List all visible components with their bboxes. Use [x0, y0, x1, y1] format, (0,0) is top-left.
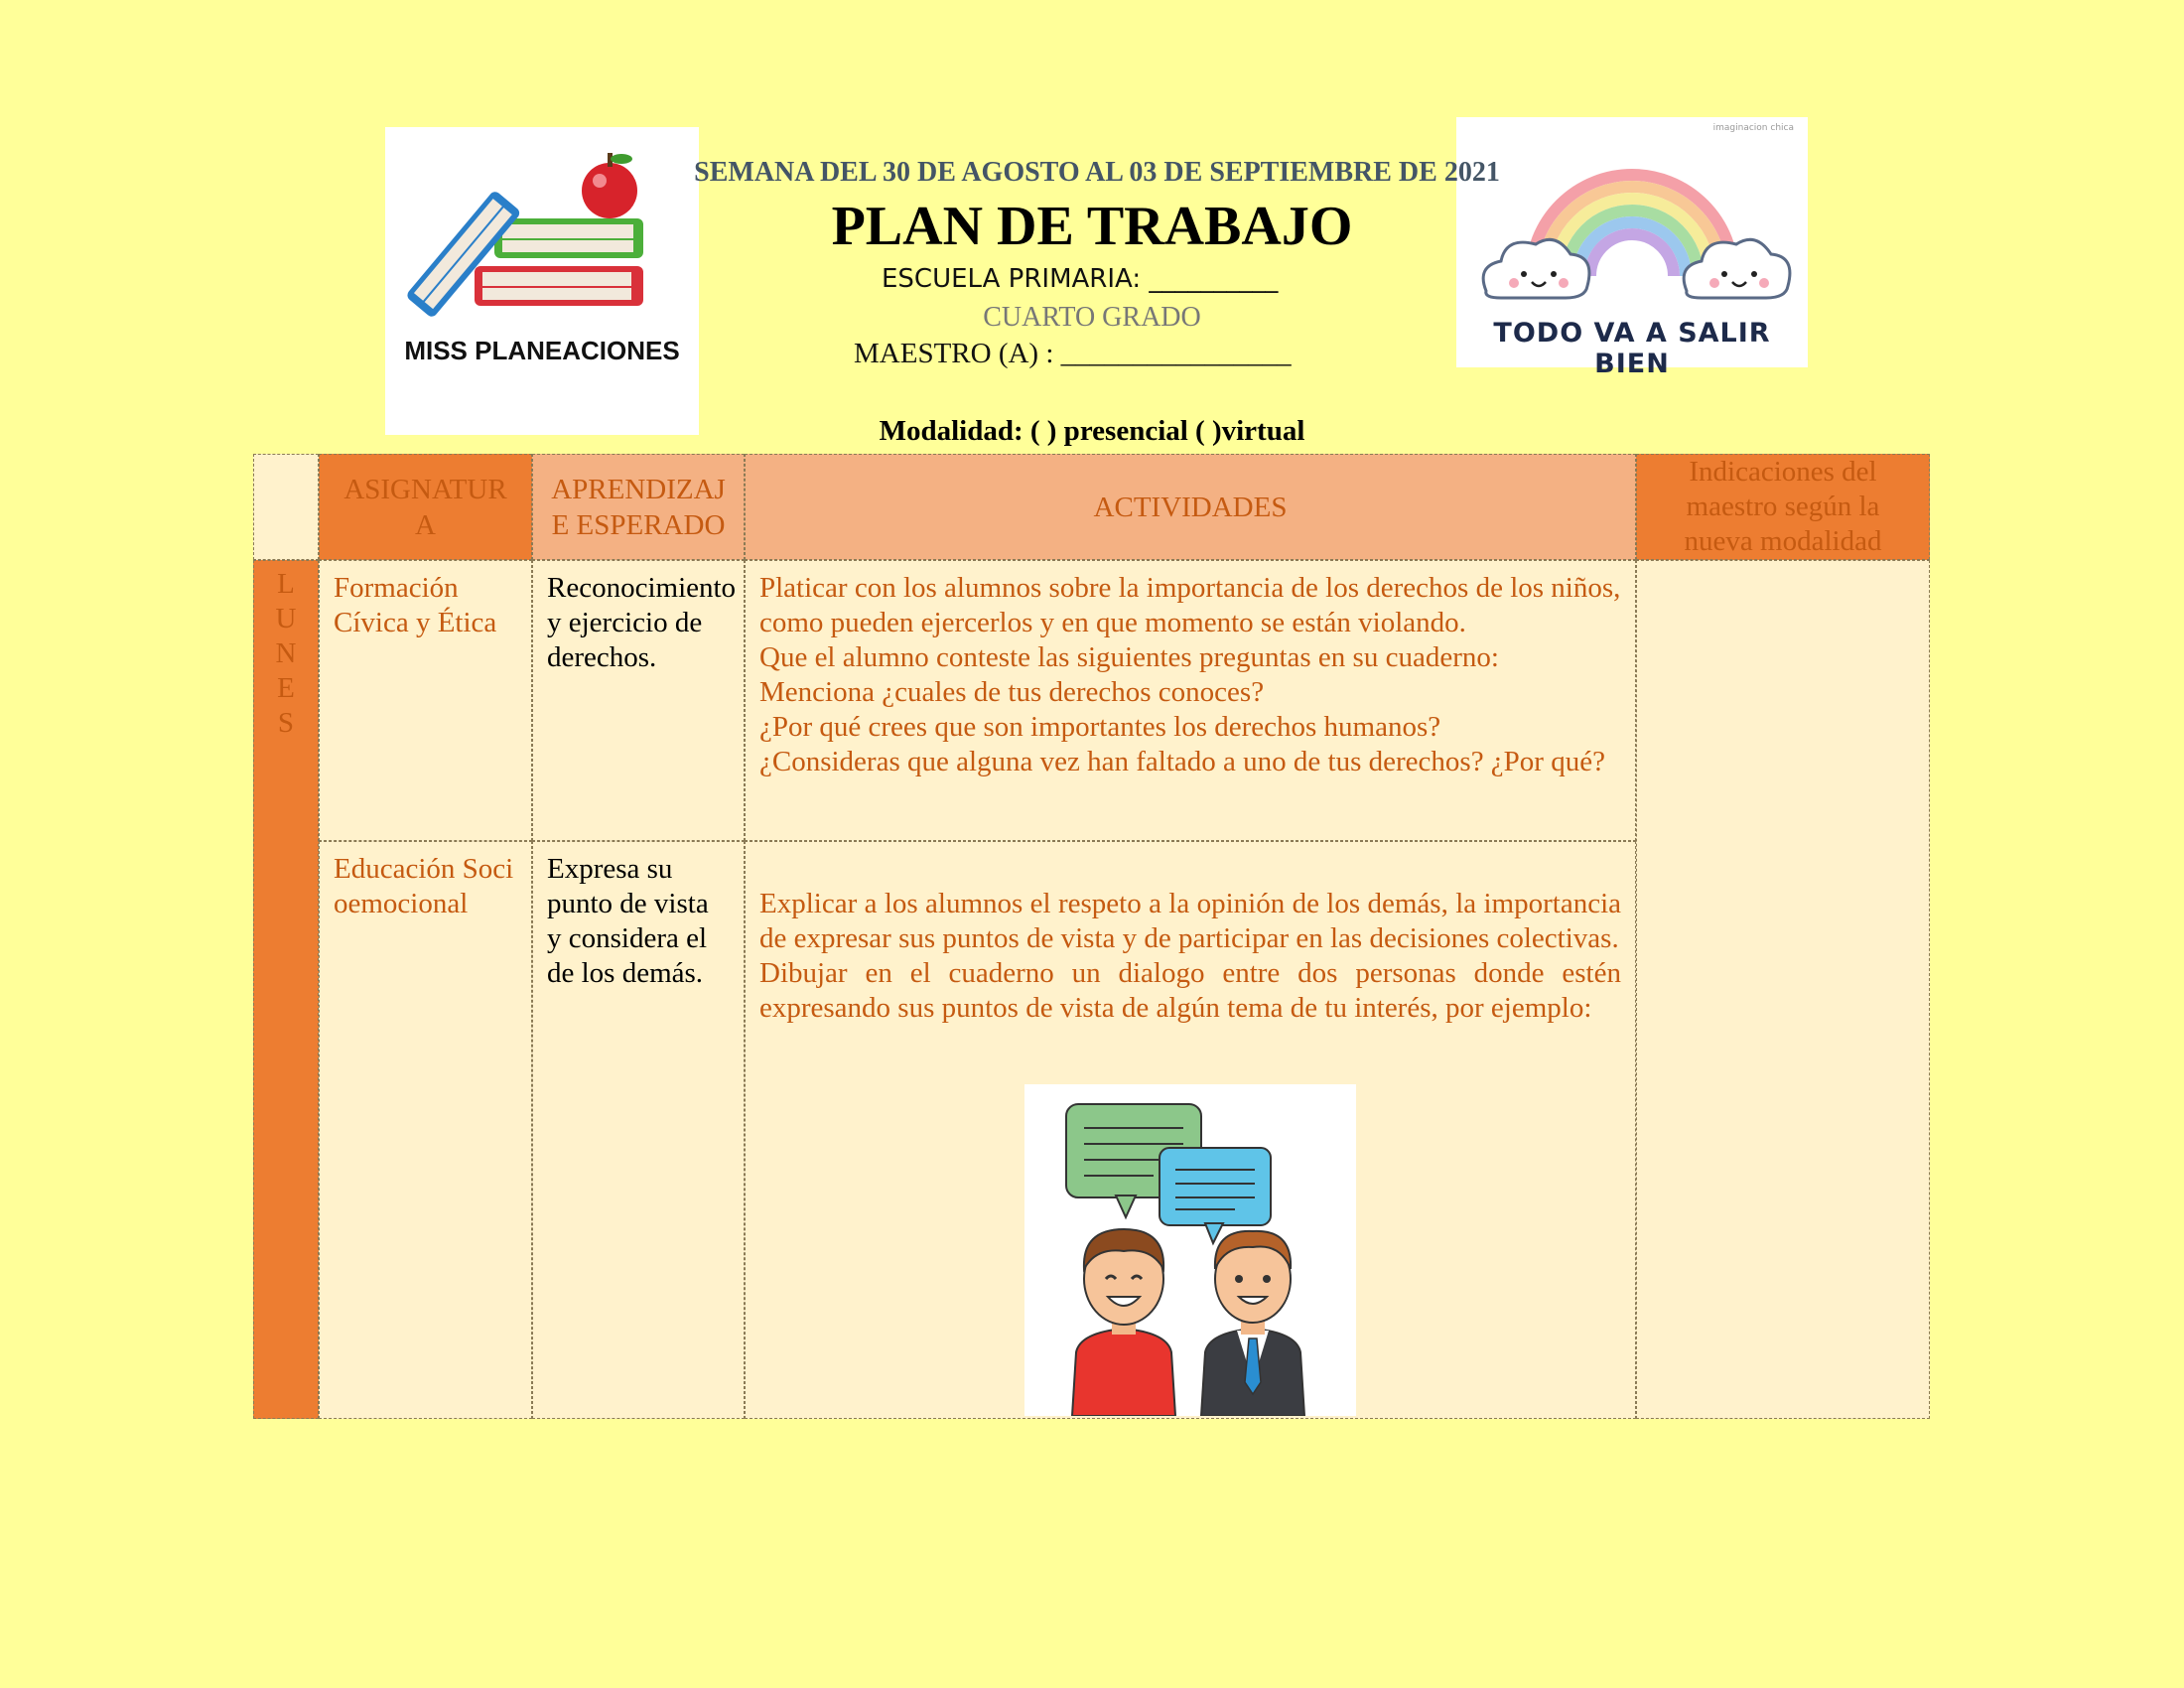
row1-learning-text: Reconocimiento y ejercicio de derechos. [547, 572, 737, 673]
logo-right-label: TODO VA A SALIR BIEN [1493, 318, 1771, 379]
header-activities [745, 454, 1636, 560]
row1-activity-line: Que el alumno conteste las siguientes preguntas en su cuaderno: [759, 641, 1499, 673]
row1-subject [319, 560, 532, 841]
row2-activity-line: Explicar a los alumnos el respeto a la opinión de los demás, la importancia de expresar sus puntos de vista y de participar en las decisiones colectivas. [759, 888, 1621, 954]
row1-activities [745, 560, 1636, 841]
logo-right-signature: imaginacion chica [1712, 123, 1794, 133]
row2-subject [319, 841, 532, 1419]
corner-cell [253, 454, 319, 560]
row1-subject-text: Formación Cívica y Ética [334, 572, 497, 638]
day-letter: S [277, 707, 295, 739]
school-field: ESCUELA PRIMARIA: __________ [882, 264, 1279, 294]
row1-activity-line: Menciona ¿cuales de tus derechos conoces? [759, 676, 1265, 708]
day-letter: E [277, 672, 295, 704]
row1-activity-line: ¿Por qué crees que son importantes los derechos humanos? [759, 711, 1441, 743]
row2-learning-text: Expresa su punto de vista y considera el de los demás. [547, 853, 709, 989]
row2-learning [532, 841, 745, 1419]
header-activities-label: ACTIVIDADES [1093, 491, 1288, 523]
day-letter: U [275, 603, 297, 634]
row1-activity-line: ¿Consideras que alguna vez han faltado a uno de tus derechos? ¿Por qué? [759, 746, 1605, 777]
page-title: PLAN DE TRABAJO [831, 196, 1353, 257]
logo-left-label: MISS PLANEACIONES [404, 336, 680, 365]
day-column-lunes [253, 560, 319, 1419]
header-instructions [1636, 454, 1930, 560]
header-learning [532, 454, 745, 560]
two-people-talking-icon [1024, 1084, 1356, 1416]
instructions-cell [1636, 560, 1930, 1419]
row2-subject-text: Educación Socioemocional [334, 853, 514, 919]
row1-activity-line: Platicar con los alumnos sobre la importancia de los derechos de los niños, como pueden ejercerlos y en que momento se están violando. [759, 572, 1621, 638]
row2-activity-line: Dibujar en el cuaderno un dialogo entre dos personas donde estén expresando sus puntos de vista de algún tema de tu interés, por ejemplo: [759, 957, 1621, 1024]
day-letter: L [277, 568, 295, 600]
header-instructions-label: Indicaciones del maestro según la nueva modalidad [1684, 456, 1882, 557]
header-subject [319, 454, 532, 560]
day-letter: N [275, 637, 297, 669]
grade-label: CUARTO GRADO [983, 302, 1201, 333]
row1-learning [532, 560, 745, 841]
week-range: SEMANA DEL 30 DE AGOSTO AL 03 DE SEPTIEMBRE DE 2021 [694, 157, 1500, 188]
modality-selector: Modalidad: ( ) presencial ( )virtual [879, 415, 1305, 447]
dialog-illustration [1024, 1084, 1356, 1416]
header-subject-label: ASIGNATURA [343, 473, 507, 541]
teacher-field: MAESTRO (A) : ________________ [854, 338, 1292, 369]
header-learning-label: APRENDIZAJE ESPERADO [551, 473, 726, 541]
